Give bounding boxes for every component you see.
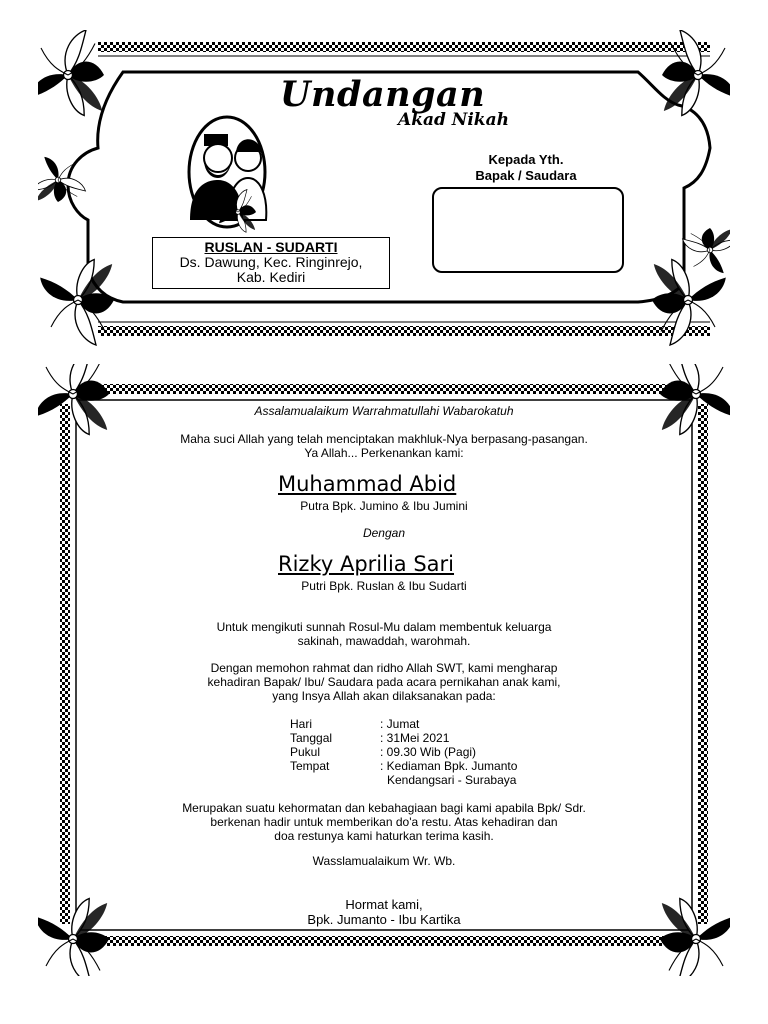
purpose-line-2: sakinah, mawaddah, warohmah.	[297, 634, 471, 648]
request-line-2: kehadiran Bapak/ Ibu/ Saudara pada acara pernikahan anak kami,	[207, 675, 561, 689]
schedule-place-value: : Kediaman Bpk. Jumanto	[380, 759, 518, 773]
intro-line-2: Ya Allah... Perkenankan kami:	[304, 446, 464, 460]
groom-name: Muhammad Abid	[278, 472, 457, 496]
couple-portrait-icon	[189, 117, 266, 232]
invitation-subtitle: Akad Nikah	[398, 110, 509, 130]
with-text: Dengan	[362, 526, 406, 540]
request-line-1: Dengan memohon rahmat dan ridho Allah SWT, kami mengharap	[210, 661, 558, 675]
signatories-text: Bpk. Jumanto - Ibu Kartika	[307, 912, 461, 927]
purpose-line-1: Untuk mengikuti sunnah Rosul-Mu dalam membentuk keluarga	[216, 620, 552, 634]
bride-parents: Putri Bpk. Ruslan & Ibu Sudarti	[301, 579, 467, 593]
schedule-place-value-2: Kendangsari - Surabaya	[387, 773, 517, 787]
schedule-day-value: : Jumat	[380, 717, 420, 731]
closing-line-1: Merupakan suatu kehormatan dan kebahagiaan bagi kami apabila Bpk/ Sdr.	[182, 801, 586, 815]
envelope-panel	[38, 30, 730, 348]
schedule-time-value: : 09.30 Wib (Pagi)	[380, 745, 477, 759]
invitation-panel	[38, 364, 730, 976]
closing-line-3: doa restunya kami haturkan terima kasih.	[274, 829, 494, 843]
schedule-time-label: Pukul	[290, 745, 321, 759]
invitation-title: Undangan	[280, 74, 486, 115]
sender-box	[152, 237, 390, 289]
groom-parents: Putra Bpk. Jumino & Ibu Jumini	[300, 499, 468, 513]
schedule-place-label: Tempat	[290, 759, 330, 773]
schedule-date-label: Tanggal	[290, 731, 333, 745]
greeting-text: Assalamualaikum Warrahmatullahi Wabarokatuh	[254, 404, 514, 418]
schedule-day-label: Hari	[290, 717, 313, 731]
recipient-label	[430, 152, 622, 184]
sender-name: RUSLAN - SUDARTI	[204, 239, 338, 255]
recipient-label-line-2: Bapak / Saudara	[475, 168, 577, 183]
recipient-label-line-1: Kepada Yth.	[488, 152, 564, 167]
regards-text: Hormat kami,	[345, 897, 423, 912]
sender-address-line-1: Ds. Dawung, Kec. Ringinrejo,	[179, 254, 363, 270]
request-line-3: yang Insya Allah akan dilaksanakan pada:	[272, 689, 496, 703]
farewell-text: Wasslamualaikum Wr. Wb.	[312, 854, 456, 868]
schedule-date-value: : 31Mei 2021	[380, 731, 450, 745]
intro-line-1: Maha suci Allah yang telah menciptakan makhluk-Nya berpasang-pasangan.	[180, 432, 588, 446]
sender-address-line-2: Kab. Kediri	[236, 269, 306, 285]
bride-name: Rizky Aprilia Sari	[278, 552, 455, 576]
recipient-address-box	[432, 187, 624, 273]
closing-line-2: berkenan hadir untuk memberikan do'a restu. Atas kehadiran dan	[210, 815, 558, 829]
